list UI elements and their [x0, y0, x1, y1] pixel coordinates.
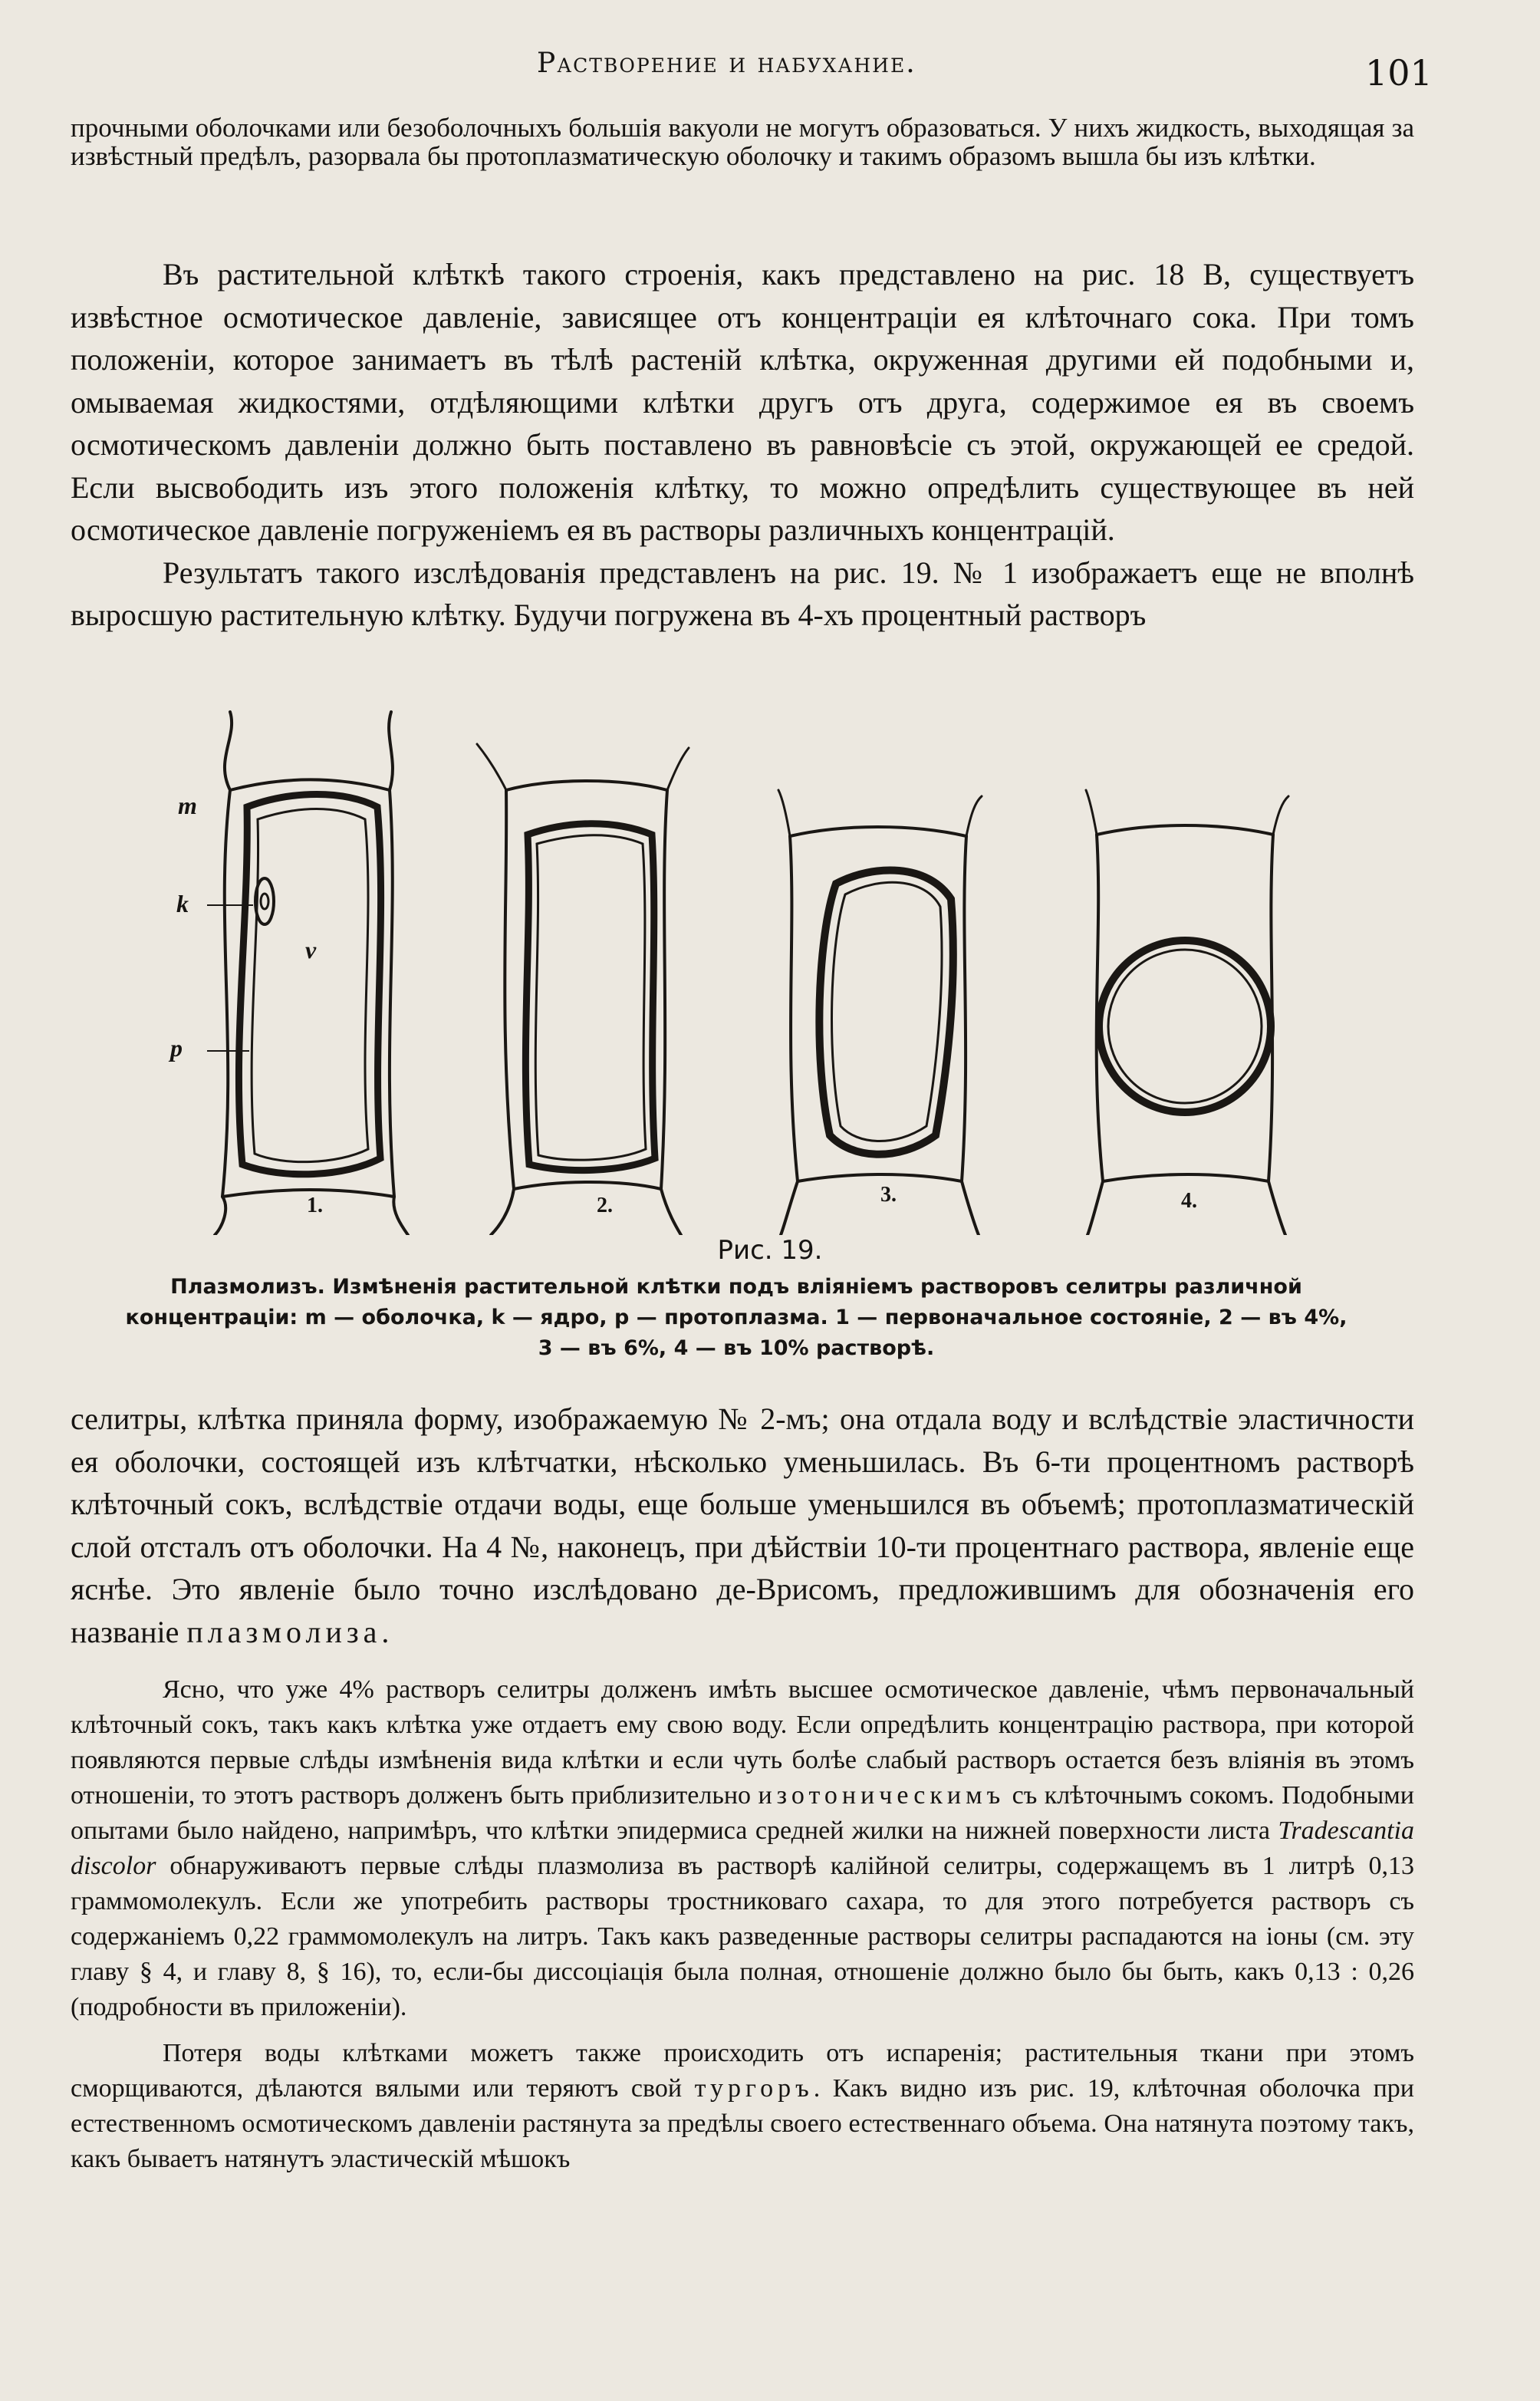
term-isotonic: изотоническимъ [758, 1781, 1005, 1810]
paragraph: прочными оболочками или безоболочныхъ большія вакуоли не могутъ образоваться. У нихъ жидкость, выходящая за извѣстный предѣлъ, разорвала бы протоплазматическую оболочку и такимъ образомъ вышла бы изъ клѣтки. [71, 113, 1414, 171]
label-m: m [178, 792, 197, 819]
paragraph-text: селитры, клѣтка приняла форму, изображаемую № 2-мъ; она отдала воду и вслѣдствіе эластичности ея оболочки, состоящей изъ клѣтчатки, нѣсколько уменьшилась. Въ 6-ти процентномъ растворѣ клѣточный сокъ, вслѣдствіе отдачи воды, еще больше уменьшился въ объемѣ; протоплазматическій слой отсталъ отъ оболочки. На 4 №, наконецъ, при дѣйствіи 10-ти процентнаго раствора, явленіе еще яснѣе. Это явленіе было точно изслѣдовано де-Врисомъ, предложившимъ для обозначенія его названіе [71, 1401, 1414, 1649]
label-k: k [176, 890, 189, 917]
cell-illustration [207, 706, 1319, 1235]
page-number: 101 [1365, 52, 1433, 94]
small-print-block [71, 1672, 1414, 2177]
paragraph-continued [71, 114, 1414, 170]
label-v: v [305, 936, 317, 963]
paragraph: Результатъ такого изслѣдованія представленъ на рис. 19. № 1 изображаетъ еще не вполнѣ выросшую растительную клѣтку. Будучи погружена въ 4-хъ процентный растворъ [71, 555, 1414, 632]
term-turgor: тургоръ [694, 2074, 814, 2103]
paragraph-text: Потеря воды клѣтками можетъ также происходить отъ испаренія; растительныя ткани при этомъ сморщиваются, дѣлаются вялыми или теряютъ свой [71, 2039, 1414, 2103]
paragraph-text: Ясно, что уже 4% растворъ селитры долженъ имѣть высшее осмотическое давленіе, чѣмъ первоначальный клѣточный сокъ, такъ какъ клѣтка уже отдаетъ ему свою воду. Если опредѣлить концентрацію раствора, при которой появляются первые слѣды измѣненія вида клѣтки и если чуть болѣе слабый растворъ остается безъ вліянія въ этомъ отношеніи, то этотъ растворъ долженъ быть приблизительно [71, 1675, 1414, 1810]
paragraph-text: . [381, 1614, 390, 1649]
paragraph-text: обнаруживаютъ первые слѣды плазмолиза въ растворѣ калійной селитры, содержащемъ въ 1 литрѣ 0,13 граммомолекулъ. Если же употребить растворы тростниковаго сахара, то для этого потребуется растворъ съ содержаніемъ 0,22 граммомолекулъ на литръ. Такъ какъ разведенные растворы селитры распадаются на іоны (см. эту главу § 4, и главу 8, § 16), то, если-бы диссоціація была полная, отношеніе должно было бы быть, какъ 0,13 : 0,26 (подробности въ приложеніи). [71, 1852, 1414, 2021]
paragraph [71, 1398, 1414, 1653]
paragraph [71, 1672, 1414, 2025]
cell-number-1: 1. [307, 1194, 323, 1217]
cell-number-3: 3. [880, 1183, 897, 1207]
paragraph-text: съ клѣточнымъ сокомъ. Подобными опытами было найдено, напримѣръ, что клѣтки эпидермиса средней жилки на нижней поверхности листа [71, 1781, 1414, 1845]
paragraph [71, 2036, 1414, 2177]
paragraph: Въ растительной клѣткѣ такого строенія, какъ представлено на рис. 18 В, существуетъ извѣстное осмотическое давленіе, зависящее отъ концентраціи ея клѣточнаго сока. При томъ положеніи, которое занимаетъ въ тѣлѣ растеній клѣтка, окруженная другими ей подобными и, омываемая жидкостями, отдѣляющими клѣтки другъ отъ друга, содержимое ея въ своемъ осмотическомъ давленіи должно быть поставлено въ равновѣсіе съ этой, окружающей ее средой. Если высвободить изъ этого положенія клѣтку, то можно опредѣлить существующее въ ней осмотическое давленіе погруженіемъ ея въ растворы различныхъ концентрацій. [71, 257, 1414, 547]
label-p: p [170, 1034, 183, 1062]
figure-caption: Плазмолизъ. Измѣненія растительной клѣтки подъ вліяніемъ растворовъ селитры различной концентраціи: m — оболочка, k — ядро, p — протоплазма. 1 — первоначальное состояніе, 2 — въ 4%, 3 — въ 6%, 4 — въ 10% растворѣ. [125, 1275, 1348, 1360]
figure-caption-title: Рис. 19. [717, 1235, 823, 1266]
paragraph-text: . Какъ видно изъ рис. 19, клѣточная оболочка при естественномъ осмотическомъ давленіи растянута за предѣлы своего естественнаго объема. Она натянута поэтому такъ, какъ бываетъ натянутъ эластическій мѣшокъ [71, 2074, 1414, 2173]
main-text-block [71, 253, 1414, 637]
running-header: Растворение и набухание. [537, 48, 916, 79]
cell-number-4: 4. [1181, 1189, 1197, 1213]
figure-plasmolysis [170, 706, 1319, 1235]
term-plasmolysis: плазмолиза [186, 1614, 382, 1649]
text-after-figure [71, 1398, 1414, 1653]
cell-number-2: 2. [597, 1194, 613, 1217]
species-name: Tradescantia discolor [71, 1816, 1414, 1880]
